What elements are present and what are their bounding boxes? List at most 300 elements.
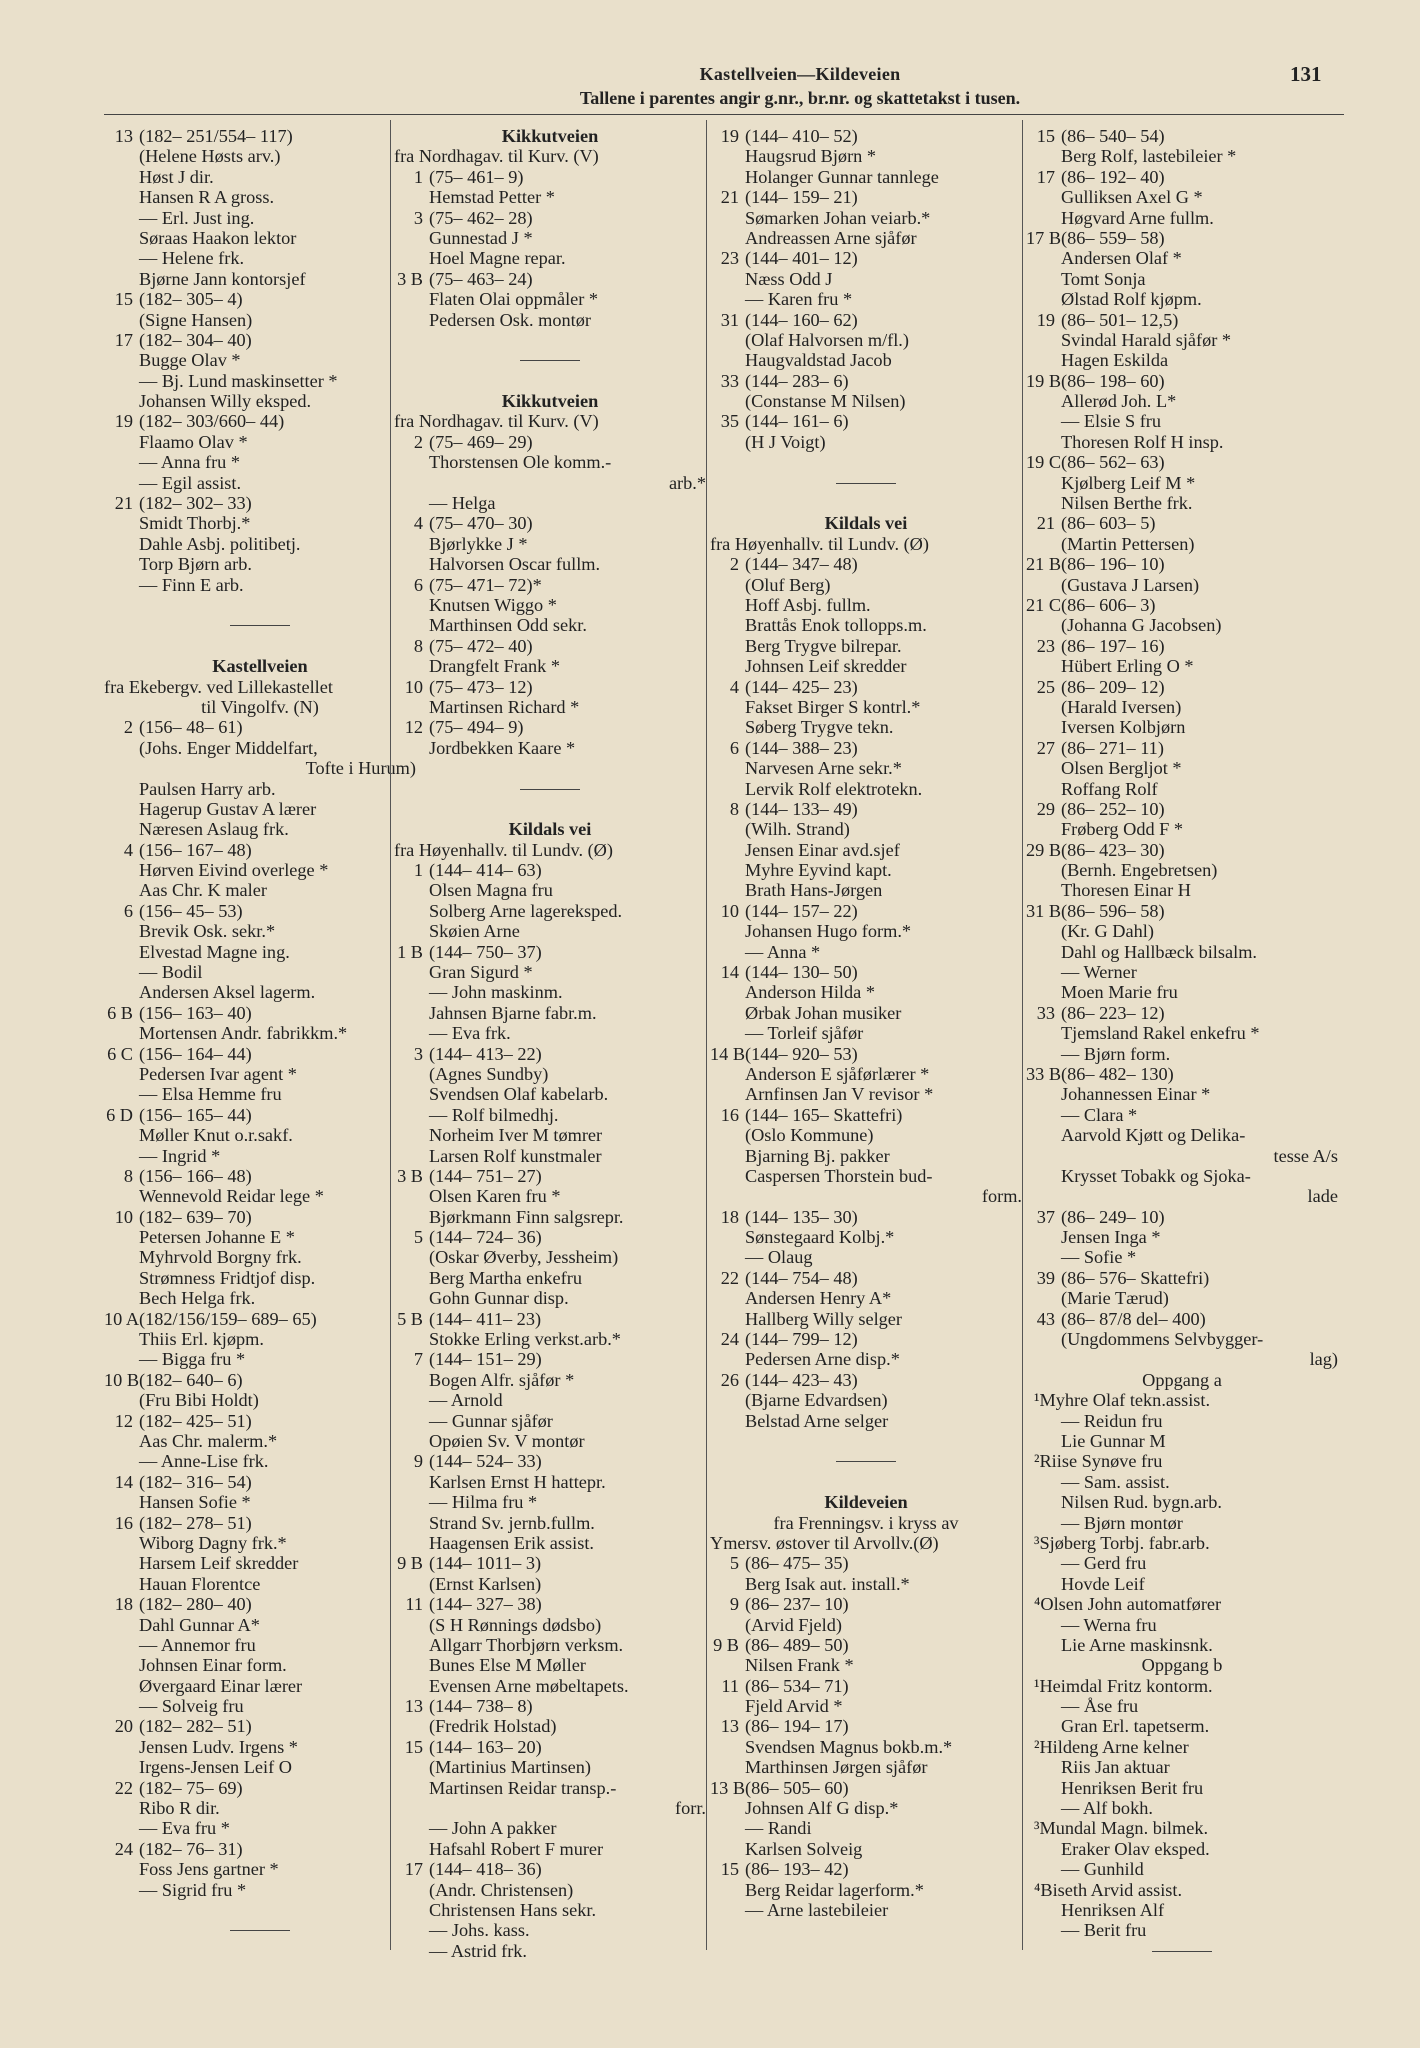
property-info: (144– 413– 22)	[429, 1043, 542, 1064]
house-number: 8	[413, 635, 423, 656]
house-number: 11	[721, 1675, 739, 1696]
resident-line	[104, 1859, 416, 1879]
property-info: (144– 1011– 3)	[429, 1553, 542, 1574]
address-entry	[104, 1472, 416, 1492]
house-number: 19	[114, 411, 133, 432]
resident-text: Aarvold Kjøtt og Delika-	[1061, 1125, 1246, 1146]
resident-text: — Anne-Lise frk.	[139, 1451, 269, 1472]
house-number: 15	[720, 1859, 739, 1880]
resident-text: Berg Martha enkefru	[429, 1267, 582, 1288]
street-name: Kildals vei	[824, 513, 908, 534]
address-entry	[104, 1003, 416, 1023]
resident-line	[710, 1227, 1022, 1247]
resident-line	[104, 350, 416, 370]
spacer	[710, 493, 1022, 513]
resident-line	[104, 1696, 416, 1716]
section-divider	[710, 473, 1022, 493]
address-entry	[104, 493, 416, 513]
house-number: 1	[413, 860, 423, 881]
house-number: 19 C	[1026, 452, 1062, 473]
property-info: (86– 559– 58)	[1061, 227, 1165, 248]
section-divider	[394, 350, 706, 370]
resident-text: Stokke Erling verkst.arb.*	[429, 1329, 621, 1350]
address-entry	[394, 513, 706, 533]
resident-text: Arnfinsen Jan V revisor *	[745, 1084, 934, 1105]
resident-line	[394, 1146, 706, 1166]
resident-line	[104, 1146, 416, 1166]
resident-line	[1026, 1859, 1338, 1879]
house-number: 21 C	[1026, 594, 1062, 615]
property-info: (86– 249– 10)	[1061, 1206, 1165, 1227]
resident-text: — Helene frk.	[139, 248, 245, 269]
resident-text: Olsen Bergljot *	[1061, 758, 1182, 779]
resident-text: (Martinius Martinsen)	[429, 1757, 591, 1778]
property-info: (144– 920– 53)	[745, 1043, 858, 1064]
resident-text: (Wilh. Strand)	[745, 819, 850, 840]
resident-line	[1026, 962, 1338, 982]
resident-text: Hoel Magne repar.	[429, 248, 566, 269]
resident-line	[1026, 1716, 1338, 1736]
resident-text: — Astrid frk.	[429, 1940, 528, 1961]
resident-text: — Werner	[1061, 962, 1137, 983]
resident-line	[710, 1146, 1022, 1166]
resident-text: Andreassen Arne sjåfør	[745, 227, 917, 248]
resident-text: Sønstegaard Kolbj.*	[745, 1227, 895, 1248]
address-entry	[710, 1044, 1022, 1064]
property-info: (144– 411– 23)	[429, 1308, 542, 1329]
address-entry	[1026, 1207, 1338, 1227]
street-range-text: fra Høyenhallv. til Lundv. (Ø)	[394, 839, 613, 860]
resident-line	[710, 1288, 1022, 1308]
resident-line	[394, 1839, 706, 1859]
house-number: 5	[413, 1227, 423, 1248]
resident-line	[710, 982, 1022, 1002]
property-info: (182– 304– 40)	[139, 329, 252, 350]
resident-text: — Arnold	[429, 1390, 503, 1411]
address-entry	[710, 1553, 1022, 1573]
resident-text: Olsen Karen fru *	[429, 1186, 561, 1207]
resident-line	[710, 1309, 1022, 1329]
resident-text: — Torleif sjåfør	[745, 1023, 864, 1044]
property-info: (182– 76– 31)	[139, 1838, 243, 1859]
resident-text: Andersen Henry A*	[745, 1288, 892, 1309]
resident-text: Hübert Erling O *	[1061, 656, 1194, 677]
address-entry	[394, 717, 706, 737]
address-entry	[710, 738, 1022, 758]
resident-line	[104, 1390, 416, 1410]
house-number: 6	[123, 900, 133, 921]
floor-resident-line	[1026, 1533, 1338, 1553]
resident-line	[1026, 1288, 1338, 1308]
resident-text: (Arvid Fjeld)	[745, 1614, 842, 1635]
resident-text: Andersen Olaf *	[1061, 248, 1182, 269]
house-number: 4	[123, 839, 133, 860]
house-number: 10	[114, 1206, 133, 1227]
resident-text: Sømarken Johan veiarb.*	[745, 207, 931, 228]
resident-line	[104, 432, 416, 452]
resident-text: Berg Isak aut. install.*	[745, 1573, 910, 1594]
resident-line	[1026, 1472, 1338, 1492]
resident-text: Pedersen Arne disp.*	[745, 1349, 900, 1370]
resident-line	[1026, 615, 1338, 635]
house-number: 3	[413, 207, 423, 228]
resident-line	[1026, 1920, 1338, 1940]
resident-line	[1026, 1839, 1338, 1859]
resident-line	[710, 391, 1022, 411]
resident-text: Jensen Ludv. Irgens *	[139, 1736, 298, 1757]
resident-line	[1026, 411, 1338, 431]
house-number: 2	[413, 431, 423, 452]
resident-text: ⁴Olsen John automatfører	[1034, 1594, 1222, 1615]
centered-line	[710, 1513, 1022, 1533]
resident-line	[104, 819, 416, 839]
resident-line	[710, 697, 1022, 717]
resident-text: Mortensen Andr. fabrikkm.*	[139, 1023, 348, 1044]
resident-line	[104, 1798, 416, 1818]
address-entry	[394, 1594, 706, 1614]
house-number: 15	[114, 289, 133, 310]
house-number: 15	[404, 1736, 423, 1757]
address-entry	[104, 1513, 416, 1533]
centered-text: Oppgang a	[1142, 1369, 1222, 1390]
resident-line	[104, 1757, 416, 1777]
house-number: 33 B	[1026, 1063, 1062, 1084]
resident-line	[394, 1676, 706, 1696]
resident-text: — Annemor fru	[139, 1634, 256, 1655]
address-entry	[394, 677, 706, 697]
resident-line	[104, 269, 416, 289]
resident-line	[104, 554, 416, 574]
resident-text: — Elsie S fru	[1061, 411, 1162, 432]
resident-text: (Johanna G Jacobsen)	[1061, 615, 1222, 636]
address-entry	[394, 860, 706, 880]
resident-line	[710, 146, 1022, 166]
address-entry	[1026, 167, 1338, 187]
resident-text: Aas Chr. malerm.*	[139, 1431, 278, 1451]
resident-line	[710, 1023, 1022, 1043]
resident-line	[104, 860, 416, 880]
resident-line	[394, 1513, 706, 1533]
address-entry	[104, 1309, 416, 1329]
property-info: (156– 165– 44)	[139, 1104, 252, 1125]
resident-line	[104, 1329, 416, 1349]
resident-line	[1026, 248, 1338, 268]
property-info: (182– 251/554– 117)	[139, 126, 293, 146]
street-range-text: Ymersv. østover til Arvollv.(Ø)	[710, 1532, 939, 1553]
resident-line	[104, 452, 416, 472]
address-entry	[104, 1778, 416, 1798]
resident-text: Jordbekken Kaare *	[429, 737, 576, 758]
property-info: (144– 418– 36)	[429, 1859, 542, 1880]
resident-text: Lervik Rolf elektrotekn.	[745, 778, 923, 799]
resident-line	[710, 1125, 1022, 1145]
address-entry	[104, 1166, 416, 1186]
house-number: 23	[1036, 635, 1055, 656]
resident-line	[394, 1105, 706, 1125]
property-info: (144– 161– 6)	[745, 411, 849, 432]
resident-line	[394, 1818, 706, 1838]
house-number: 7	[413, 1349, 423, 1370]
property-info: (144– 751– 27)	[429, 1165, 542, 1186]
resident-line	[1026, 1431, 1338, 1451]
spacer	[104, 636, 416, 656]
resident-text: ¹Heimdal Fritz kontorm.	[1034, 1675, 1213, 1696]
street-range	[394, 840, 706, 860]
resident-text: Smidt Thorbj.*	[139, 513, 251, 534]
address-entry	[710, 799, 1022, 819]
resident-line	[394, 1920, 706, 1940]
resident-line	[1026, 758, 1338, 778]
address-entry	[104, 126, 416, 146]
property-info: (144– 724– 36)	[429, 1227, 542, 1248]
house-number: 23	[720, 248, 739, 269]
resident-text: Aas Chr. K maler	[139, 880, 267, 901]
resident-line	[1026, 697, 1338, 717]
resident-line	[710, 656, 1022, 676]
resident-text: Gohn Gunnar disp.	[429, 1288, 569, 1309]
house-number: 14 B	[710, 1043, 746, 1064]
house-number: 13	[114, 126, 133, 146]
address-entry	[1026, 799, 1338, 819]
resident-text: Hagerup Gustav A lærer	[139, 798, 317, 819]
house-number: 21	[114, 493, 133, 514]
resident-text: (Kr. G Dahl)	[1061, 921, 1154, 942]
continuation-line	[1026, 1349, 1338, 1369]
resident-line	[104, 1880, 416, 1900]
resident-text: Tomt Sonja	[1061, 268, 1146, 289]
resident-line	[1026, 819, 1338, 839]
resident-text: Næss Odd J	[745, 268, 833, 289]
resident-text: (Gustava J Larsen)	[1061, 574, 1200, 595]
resident-text: — Bjørn montør	[1061, 1512, 1183, 1533]
resident-line	[394, 1186, 706, 1206]
address-entry	[1026, 228, 1338, 248]
floor-resident-line	[1026, 1880, 1338, 1900]
property-info: (144– 151– 29)	[429, 1349, 542, 1370]
resident-text: Wennevold Reidar lege *	[139, 1186, 324, 1207]
address-entry	[1026, 1064, 1338, 1084]
header-rule	[104, 114, 1344, 115]
resident-line	[1026, 493, 1338, 513]
resident-text: Jensen Einar avd.sjef	[745, 839, 900, 860]
address-entry	[710, 1268, 1022, 1288]
resident-text: Johannessen Einar *	[1061, 1084, 1211, 1105]
resident-line	[1026, 921, 1338, 941]
house-number: 25	[1036, 676, 1055, 697]
property-info: (144– 401– 12)	[745, 248, 858, 269]
resident-text: Thoresen Rolf H insp.	[1061, 431, 1224, 452]
resident-text: (Andr. Christensen)	[429, 1879, 574, 1900]
resident-text: Nilsen Berthe frk.	[1061, 493, 1193, 514]
resident-line	[394, 921, 706, 941]
resident-text: (Helene Høsts arv.)	[139, 146, 281, 167]
resident-text: Gran Sigurd *	[429, 962, 533, 983]
address-entry	[710, 1716, 1022, 1736]
property-info: (86– 87/8 del– 400)	[1061, 1308, 1206, 1329]
resident-line	[394, 248, 706, 268]
resident-text: — John maskinm.	[429, 982, 563, 1003]
resident-text: Dahl Gunnar A*	[139, 1614, 260, 1635]
property-info: (144– 414– 63)	[429, 860, 542, 881]
house-number: 3 B	[397, 268, 423, 289]
house-number: 17	[1036, 166, 1055, 187]
address-entry	[710, 248, 1022, 268]
house-number: 39	[1036, 1267, 1055, 1288]
address-entry	[104, 901, 416, 921]
resident-text: ³Mundal Magn. bilmek.	[1034, 1818, 1209, 1839]
section-divider	[104, 615, 416, 635]
resident-line	[1026, 1900, 1338, 1920]
address-entry	[394, 1309, 706, 1329]
property-info: (182– 316– 54)	[139, 1471, 252, 1492]
resident-line	[710, 330, 1022, 350]
resident-text: — Erl. Just ing.	[139, 207, 255, 228]
street-name: Kastellveien	[212, 656, 308, 677]
address-entry	[104, 1594, 416, 1614]
resident-text: Iversen Kolbjørn	[1061, 717, 1186, 738]
house-number: 31	[720, 309, 739, 330]
resident-line	[394, 738, 706, 758]
resident-text: Tjemsland Rakel enkefru *	[1061, 1023, 1260, 1044]
resident-line	[1026, 269, 1338, 289]
resident-text: — Anna *	[745, 941, 821, 962]
property-info: (144– 738– 8)	[429, 1696, 533, 1717]
resident-text: Wiborg Dagny frk.*	[139, 1532, 287, 1553]
property-info: (75– 463– 24)	[429, 268, 533, 289]
property-info: (86– 482– 130)	[1061, 1063, 1174, 1084]
resident-text: — Arne lastebileier	[745, 1899, 889, 1920]
street-range	[394, 146, 706, 166]
resident-line	[104, 1737, 416, 1757]
resident-text: Marthinsen Odd sekr.	[429, 615, 587, 636]
resident-line	[104, 228, 416, 248]
resident-text: Møller Knut o.r.sakf.	[139, 1125, 293, 1146]
resident-text: Gulliksen Axel G *	[1061, 187, 1203, 208]
resident-text: Ørbak Johan musiker	[745, 1002, 902, 1023]
resident-line	[1026, 146, 1338, 166]
resident-text: — Alf bokh.	[1061, 1798, 1153, 1819]
resident-text: Flaamo Olav *	[139, 431, 248, 452]
house-number: 31 B	[1026, 900, 1062, 921]
resident-text: Thorstensen Ole komm.-	[429, 452, 612, 473]
resident-text: (Harald Iversen)	[1061, 696, 1182, 717]
address-entry	[394, 1696, 706, 1716]
house-number: 33	[1036, 1002, 1055, 1023]
continuation-line	[394, 1798, 706, 1818]
resident-line	[104, 921, 416, 941]
resident-line	[394, 1492, 706, 1512]
street-name: Kildeveien	[824, 1492, 908, 1513]
house-number: 29	[1036, 798, 1055, 819]
address-entry	[710, 187, 1022, 207]
resident-text: Dahle Asbj. politibetj.	[139, 533, 301, 554]
resident-line	[710, 1574, 1022, 1594]
resident-line	[104, 1676, 416, 1696]
property-info: (144– 750– 37)	[429, 941, 542, 962]
resident-line	[104, 1186, 416, 1206]
house-number: 10	[720, 900, 739, 921]
resident-text: (Oskar Øverby, Jessheim)	[429, 1247, 619, 1268]
resident-line	[104, 1288, 416, 1308]
resident-line	[394, 1207, 706, 1227]
resident-text: — Reidun fru	[1061, 1410, 1163, 1431]
house-number: 22	[720, 1267, 739, 1288]
resident-line	[710, 1349, 1022, 1369]
resident-line	[1026, 1044, 1338, 1064]
resident-line	[710, 1818, 1022, 1838]
property-info: (86– 423– 30)	[1061, 839, 1165, 860]
house-number: 9 B	[713, 1634, 739, 1655]
resident-text: Haugsrud Bjørn *	[745, 146, 877, 167]
house-number: 27	[1036, 737, 1055, 758]
resident-line	[104, 962, 416, 982]
resident-text: (Bernh. Engebretsen)	[1061, 860, 1218, 881]
house-number: 3 B	[397, 1165, 423, 1186]
resident-text: — Sam. assist.	[1061, 1471, 1170, 1492]
address-entry	[710, 1207, 1022, 1227]
street-range	[394, 411, 706, 431]
resident-line	[710, 228, 1022, 248]
address-entry	[710, 371, 1022, 391]
property-info: (182– 639– 70)	[139, 1206, 252, 1227]
resident-text: Henriksen Alf	[1061, 1899, 1165, 1920]
continuation-text: Tofte i Hurum)	[305, 758, 416, 779]
resident-line	[1026, 187, 1338, 207]
property-info: (182/156/159– 689– 65)	[139, 1308, 317, 1329]
resident-line	[1026, 1798, 1338, 1818]
resident-line	[394, 1003, 706, 1023]
resident-text: Hagen Eskilda	[1061, 350, 1169, 371]
address-entry	[104, 1207, 416, 1227]
resident-text: Eraker Olav eksped.	[1061, 1838, 1210, 1859]
address-entry	[710, 1370, 1022, 1390]
house-number: 10	[404, 676, 423, 697]
resident-line	[1026, 942, 1338, 962]
resident-line	[394, 901, 706, 921]
resident-text: — Hilma fru *	[429, 1492, 538, 1513]
address-entry	[104, 1105, 416, 1125]
address-entry	[1026, 371, 1338, 391]
resident-text: Bjørkmann Finn salgsrepr.	[429, 1206, 624, 1227]
house-number: 17	[114, 329, 133, 350]
address-entry	[394, 636, 706, 656]
resident-line	[710, 1390, 1022, 1410]
resident-text: Hoff Asbj. fullm.	[745, 594, 871, 615]
resident-line	[710, 1247, 1022, 1267]
resident-line	[710, 167, 1022, 187]
resident-line	[104, 371, 416, 391]
property-info: (86– 505– 60)	[745, 1777, 849, 1798]
resident-text: Bogen Alfr. sjåfør *	[429, 1369, 575, 1390]
property-info: (75– 472– 40)	[429, 635, 533, 656]
address-entry	[1026, 1309, 1338, 1329]
resident-text: (Ernst Karlsen)	[429, 1573, 542, 1594]
resident-line	[1026, 1553, 1338, 1573]
resident-line	[1026, 982, 1338, 1002]
resident-line	[104, 534, 416, 554]
address-entry	[1026, 636, 1338, 656]
street-heading	[394, 126, 706, 146]
address-entry	[710, 677, 1022, 697]
resident-line	[104, 1635, 416, 1655]
resident-line	[104, 1268, 416, 1288]
resident-line	[104, 982, 416, 1002]
resident-text: — Finn E arb.	[139, 574, 244, 595]
resident-line	[710, 1900, 1022, 1920]
floor-resident-line	[1026, 1594, 1338, 1614]
property-info: (182– 303/660– 44)	[139, 411, 285, 432]
property-info: (86– 501– 12,5)	[1061, 309, 1179, 330]
